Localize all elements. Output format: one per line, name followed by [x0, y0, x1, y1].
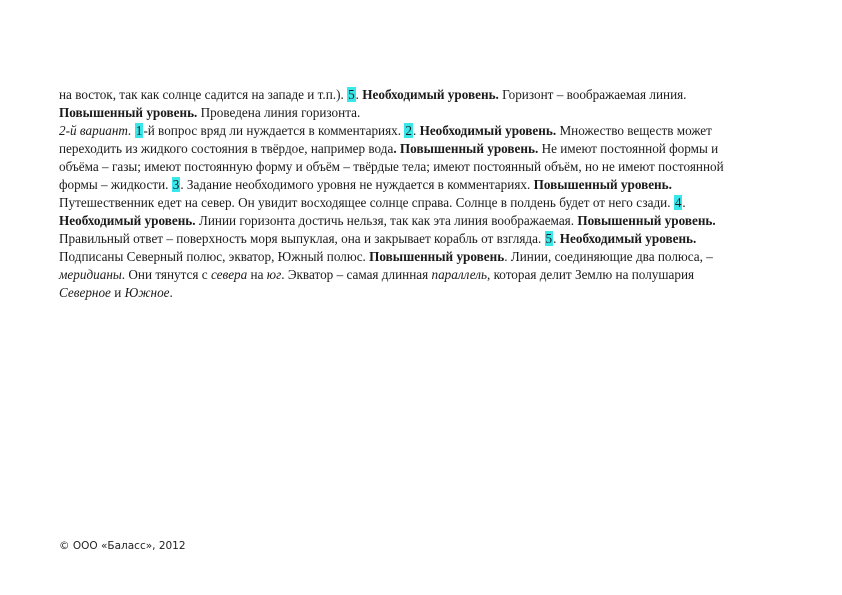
italic-term: 2-й вариант. — [59, 123, 132, 138]
text-line — [59, 194, 759, 212]
text-line — [59, 122, 759, 140]
question-number-badge: 5 — [348, 87, 355, 102]
italic-term: параллель — [431, 267, 487, 282]
text-line — [59, 248, 759, 266]
bold-level-label: Повышенный уровень. — [533, 177, 672, 192]
text-segment: Множество веществ может — [556, 123, 712, 138]
bold-level-label: Необходимый уровень. — [362, 87, 499, 102]
text-segment: Горизонт – воображаемая линия. — [498, 87, 687, 102]
text-segment: . Задание необходимого уровня не нуждается в комментариях. — [180, 177, 534, 192]
text-line — [59, 266, 759, 284]
question-number-badge: 3 — [172, 177, 180, 192]
italic-term: Северное — [59, 285, 111, 300]
italic-term: юг — [266, 267, 282, 282]
question-number-badge: 2 — [405, 123, 412, 138]
text-segment: . Они тянутся с — [121, 267, 211, 282]
text-segment: -й вопрос вряд ли нуждается в комментариях. — [143, 123, 405, 138]
bold-level-label: Повышенный уровень. — [59, 105, 198, 120]
text-segment: Не имеют постоянной формы и — [538, 141, 719, 156]
text-line — [59, 230, 759, 248]
text-segment: Правильный ответ – поверхность моря выпуклая, она и закрывает корабль от взгляда. — [59, 231, 545, 246]
question-number-badge: 1 — [135, 123, 143, 138]
text-segment: объёма – газы; имеют постоянную форму и объём – твёрдые тела; имеют постоянный объём, но не имеют постоянной — [59, 159, 724, 174]
question-number-badge: 5 — [545, 231, 553, 246]
text-segment: . Экватор – самая длинная — [281, 267, 432, 282]
bold-level-label: Необходимый уровень. — [59, 213, 196, 228]
text-line — [59, 176, 759, 194]
text-segment: . — [169, 285, 173, 300]
text-segment: Подписаны Северный полюс, экватор, Южный полюс. — [59, 249, 370, 264]
text-line — [59, 284, 759, 302]
text-segment: . Линии, соединяющие два полюса, – — [504, 249, 713, 264]
text-segment: на восток, так как солнце садится на западе и т.п.). — [59, 87, 348, 102]
text-segment: и — [110, 285, 125, 300]
text-segment: . — [412, 123, 420, 138]
bold-level-label: Повышенный уровень — [369, 249, 505, 264]
bold-level-label: Необходимый уровень. — [419, 123, 557, 138]
bold-level-label: Необходимый уровень. — [559, 231, 697, 246]
copyright-footer: © ООО «Баласс», 2012 — [59, 540, 186, 552]
text-line — [59, 104, 759, 122]
text-segment: . — [682, 195, 686, 210]
bold-level-label: . Повышенный уровень. — [393, 141, 539, 156]
text-segment: Линии горизонта достичь нельзя, так как эта линия воображаемая. — [195, 213, 578, 228]
text-segment: на — [247, 267, 267, 282]
question-number-badge: 4 — [674, 195, 682, 210]
text-line — [59, 140, 759, 158]
text-segment: . — [355, 87, 363, 102]
text-segment: переходить из жидкого состояния в твёрдое, например вода — [59, 141, 394, 156]
text-segment: , которая делит Землю на полушария — [486, 267, 695, 282]
bold-level-label: Повышенный уровень. — [577, 213, 716, 228]
italic-term: меридианы — [59, 267, 122, 282]
text-segment: . — [553, 231, 560, 246]
text-line — [59, 158, 759, 176]
text-segment: формы – жидкости. — [59, 177, 172, 192]
italic-term: севера — [210, 267, 248, 282]
italic-term: Южное — [124, 285, 170, 300]
text-segment: Путешественник едет на север. Он увидит восходящее солнце справа. Солнце в полдень будет от него сзади. — [59, 195, 674, 210]
text-segment: Проведена линия горизонта. — [197, 105, 361, 120]
text-line — [59, 86, 759, 104]
text-line — [59, 212, 759, 230]
document-body — [59, 86, 759, 302]
